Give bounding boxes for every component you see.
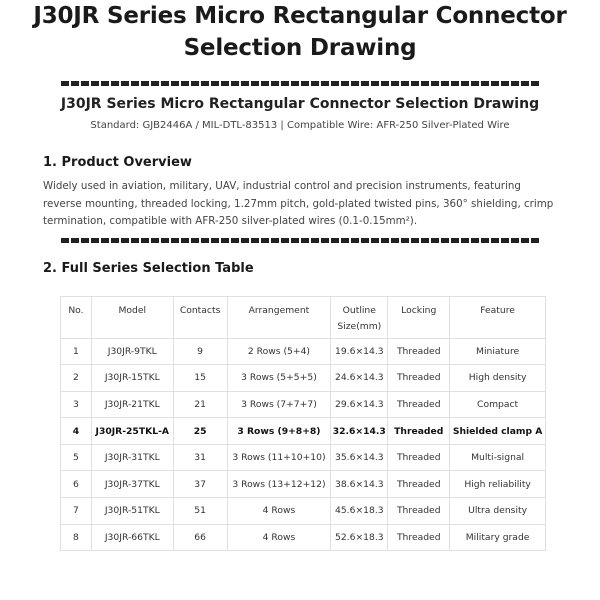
standard-line: Standard: GJB2446A / MIL-DTL-83513 | Compatible Wire: AFR-250 Silver-Plated Wire: [90, 120, 510, 131]
locking-cell: Threaded: [388, 471, 450, 498]
page-title-line1: J30JR Series Micro Rectangular Connector: [33, 3, 567, 29]
row-number: 7: [61, 498, 92, 525]
outline-cell: 19.6×14.3: [331, 338, 388, 365]
feature-cell: High reliability: [450, 471, 546, 498]
locking-cell: Threaded: [388, 418, 450, 445]
feature-cell: High density: [450, 365, 546, 392]
table-row: [61, 524, 546, 551]
page-title: [0, 0, 600, 64]
contacts-cell: 25: [173, 418, 227, 445]
column-header: No.: [61, 296, 92, 338]
table-row: [61, 391, 546, 418]
document-subtitle: J30JR Series Micro Rectangular Connector Selection Drawing: [60, 96, 540, 112]
model-cell: J30JR-66TKL: [91, 524, 173, 551]
locking-cell: Threaded: [388, 365, 450, 392]
table-row: [61, 338, 546, 365]
outline-cell: 29.6×14.3: [331, 391, 388, 418]
row-number: 8: [61, 524, 92, 551]
column-header: Model: [91, 296, 173, 338]
arrangement-cell: 3 Rows (11+10+10): [227, 444, 331, 471]
section-heading: 2. Full Series Selection Table: [43, 260, 254, 276]
model-cell: J30JR-21TKL: [91, 391, 173, 418]
row-number: 5: [61, 444, 92, 471]
row-number: 6: [61, 471, 92, 498]
dashed-divider: [61, 237, 539, 245]
arrangement-cell: 3 Rows (5+5+5): [227, 365, 331, 392]
locking-cell: Threaded: [388, 338, 450, 365]
feature-cell: Miniature: [450, 338, 546, 365]
feature-cell: Shielded clamp A: [450, 418, 546, 445]
locking-cell: Threaded: [388, 391, 450, 418]
overview-text: Widely used in aviation, military, UAV, industrial control and precision instruments, featuring reverse mounting, threaded locking, 1.27mm pitch, gold-plated twisted pins, 360° shielding, crimp termination, compatible with AFR-250 silver-plated wires (0.1-0.15mm²).: [43, 180, 554, 227]
selection-table: [60, 296, 546, 552]
table-header-row: [61, 296, 546, 338]
arrangement-cell: 3 Rows (13+12+12): [227, 471, 331, 498]
table-row: [61, 471, 546, 498]
contacts-cell: 21: [173, 391, 227, 418]
table-row: [61, 418, 546, 445]
arrangement-cell: 4 Rows: [227, 524, 331, 551]
table-row: [61, 444, 546, 471]
model-cell: J30JR-37TKL: [91, 471, 173, 498]
model-cell: J30JR-51TKL: [91, 498, 173, 525]
arrangement-cell: 3 Rows (9+8+8): [227, 418, 331, 445]
row-number: 1: [61, 338, 92, 365]
column-header-text: Outline: [342, 304, 376, 316]
outline-cell: 45.6×18.3: [331, 498, 388, 525]
row-number: 3: [61, 391, 92, 418]
section-selection: [0, 261, 600, 552]
column-header: Arrangement: [227, 296, 331, 338]
model-cell: J30JR-15TKL: [91, 365, 173, 392]
outline-cell: 32.6×14.3: [331, 418, 388, 445]
page-header: [0, 0, 600, 131]
contacts-cell: 51: [173, 498, 227, 525]
contacts-cell: 31: [173, 444, 227, 471]
locking-cell: Threaded: [388, 498, 450, 525]
outline-cell: 24.6×14.3: [331, 365, 388, 392]
column-header: Feature: [450, 296, 546, 338]
locking-cell: Threaded: [388, 444, 450, 471]
feature-cell: Compact: [450, 391, 546, 418]
model-cell: J30JR-9TKL: [91, 338, 173, 365]
page-title-line2: Selection Drawing: [183, 35, 417, 61]
row-number: 2: [61, 365, 92, 392]
locking-cell: Threaded: [388, 524, 450, 551]
table-row: [61, 365, 546, 392]
section-overview: [0, 155, 600, 245]
arrangement-cell: 3 Rows (7+7+7): [227, 391, 331, 418]
column-header: Locking: [388, 296, 450, 338]
feature-cell: Military grade: [450, 524, 546, 551]
outline-cell: 38.6×14.3: [331, 471, 388, 498]
table-row: [61, 498, 546, 525]
contacts-cell: 66: [173, 524, 227, 551]
arrangement-cell: 2 Rows (5+4): [227, 338, 331, 365]
column-header-subtext: Size(mm): [337, 320, 382, 332]
column-header: [331, 296, 388, 338]
arrangement-cell: 4 Rows: [227, 498, 331, 525]
section-heading: 1. Product Overview: [43, 155, 192, 170]
contacts-cell: 15: [173, 365, 227, 392]
feature-cell: Multi-signal: [450, 444, 546, 471]
contacts-cell: 37: [173, 471, 227, 498]
outline-cell: 52.6×18.3: [331, 524, 388, 551]
model-cell: J30JR-25TKL-A: [91, 418, 173, 445]
feature-cell: Ultra density: [450, 498, 546, 525]
model-cell: J30JR-31TKL: [91, 444, 173, 471]
dashed-divider: [61, 80, 539, 88]
contacts-cell: 9: [173, 338, 227, 365]
outline-cell: 35.6×14.3: [331, 444, 388, 471]
column-header: Contacts: [173, 296, 227, 338]
row-number: 4: [61, 418, 92, 445]
